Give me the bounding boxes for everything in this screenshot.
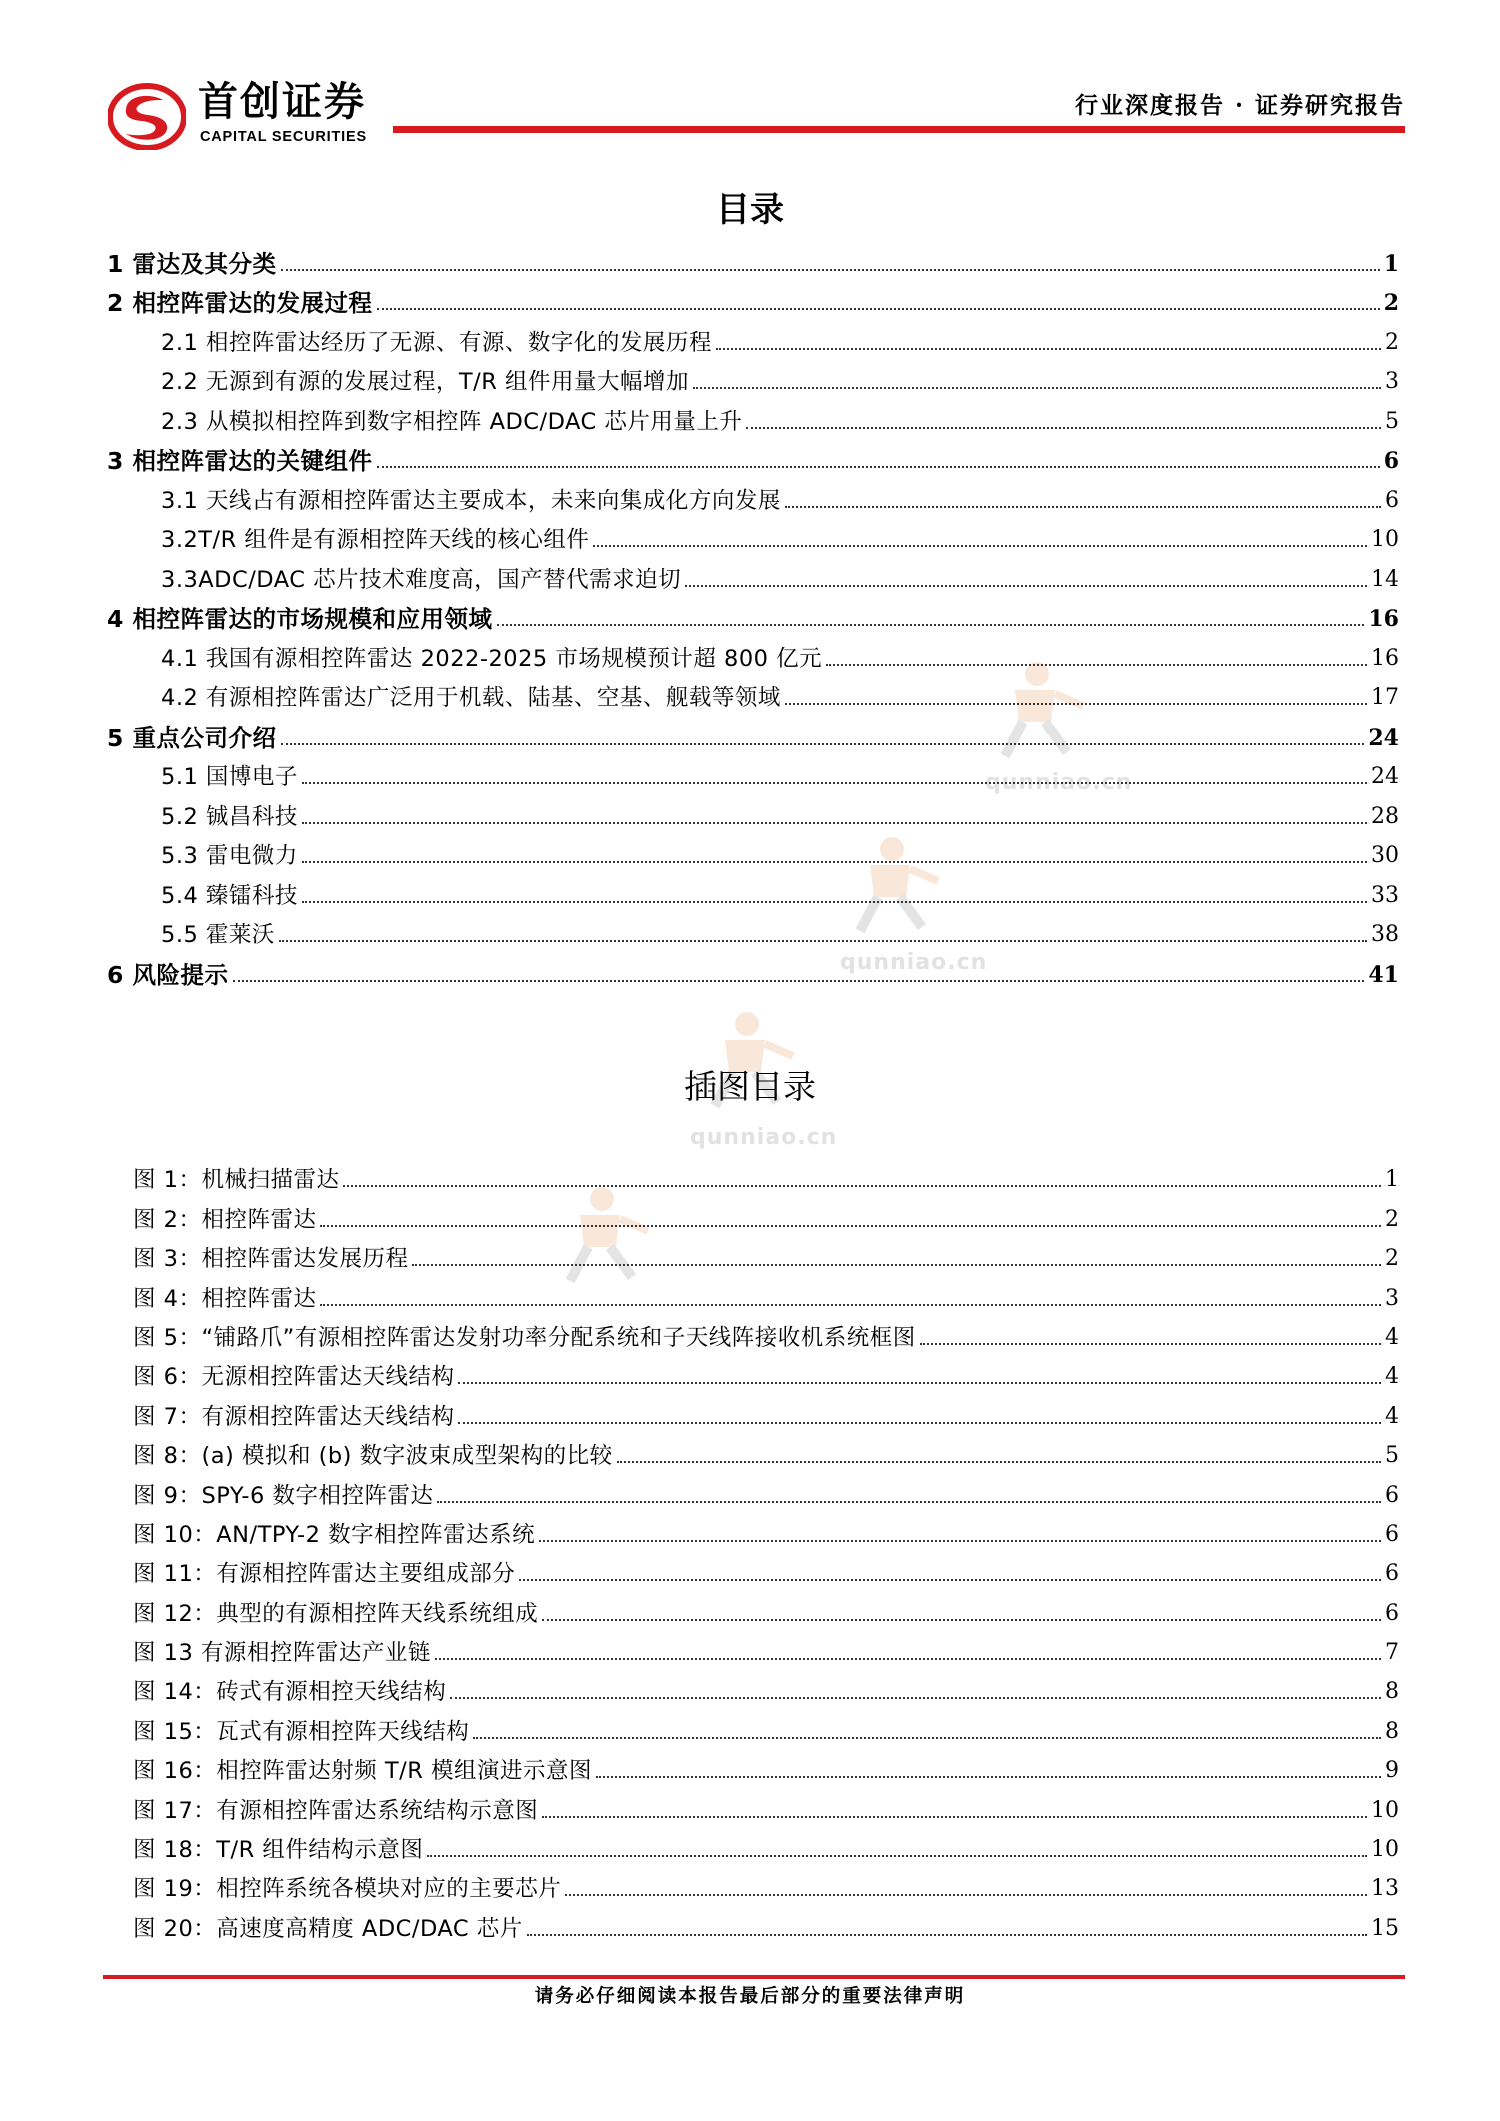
dot-leader	[539, 1540, 1381, 1542]
toc-entry-page: 24	[1368, 724, 1399, 751]
toc-entry-page: 33	[1371, 882, 1399, 908]
toc-entry[interactable]	[107, 870, 1399, 910]
toc-entry-label: 3.1 天线占有源相控阵雷达主要成本，未来向集成化方向发展	[161, 487, 781, 514]
toc-entry-label: 5.1 国博电子	[161, 764, 298, 790]
figure-entry-label: 图 14：砖式有源相控天线结构	[133, 1679, 447, 1706]
figure-entry-label: 图 10：AN/TPY-2 数字相控阵雷达系统	[133, 1521, 536, 1548]
toc-entry-label: 5.5 霍莱沃	[161, 922, 275, 948]
toc-entry-page: 1	[1383, 250, 1399, 277]
toc-entry[interactable]	[107, 910, 1399, 950]
figure-entry-page: 3	[1385, 1285, 1399, 1311]
dot-leader	[596, 1776, 1381, 1778]
figure-entry[interactable]	[133, 1825, 1399, 1864]
figure-entry-label: 图 6：无源相控阵雷达天线结构	[133, 1364, 455, 1391]
figure-entry[interactable]	[133, 1785, 1399, 1824]
toc-entry-page: 24	[1371, 764, 1399, 789]
toc-entry-page: 30	[1371, 843, 1399, 868]
dot-leader	[542, 1816, 1367, 1818]
toc-entry[interactable]	[107, 554, 1399, 594]
toc-entry[interactable]	[107, 357, 1399, 397]
figure-entry-label: 图 11：有源相控阵雷达主要组成部分	[133, 1561, 516, 1588]
figure-entry-page: 10	[1371, 1797, 1399, 1823]
toc-entry-label: 3 相控阵雷达的关键组件	[107, 447, 373, 475]
figure-entry-page: 8	[1385, 1718, 1399, 1744]
dot-leader	[473, 1737, 1381, 1739]
dot-leader	[437, 1501, 1381, 1503]
figure-entry[interactable]	[133, 1155, 1399, 1194]
figure-entry-page: 1	[1385, 1167, 1399, 1193]
figure-entry[interactable]	[133, 1628, 1399, 1667]
figure-entry-page: 2	[1385, 1246, 1399, 1272]
toc-entry-page: 6	[1383, 448, 1399, 474]
toc-entry-label: 2.2 无源到有源的发展过程，T/R 组件用量大幅增加	[161, 369, 690, 395]
figure-entry-page: 6	[1385, 1600, 1399, 1626]
figure-entry[interactable]	[133, 1903, 1399, 1942]
figure-entry-label: 图 17：有源相控阵雷达系统结构示意图	[133, 1797, 539, 1824]
toc-entry-page: 41	[1368, 961, 1399, 988]
dot-leader	[617, 1461, 1381, 1463]
figure-entry-page: 5	[1385, 1443, 1399, 1469]
toc-entry-page: 28	[1371, 803, 1399, 829]
toc-entry-label: 4.1 我国有源相控阵雷达 2022-2025 市场规模预计超 800 亿元	[161, 645, 823, 672]
toc-entry-page: 17	[1371, 685, 1399, 710]
figure-entry-label: 图 8：(a) 模拟和 (b) 数字波束成型架构的比较	[133, 1443, 613, 1470]
figure-entry-label: 图 7：有源相控阵雷达天线结构	[133, 1403, 455, 1430]
dot-leader	[685, 585, 1367, 587]
dot-leader	[281, 743, 1365, 745]
toc-entry-label: 5.3 雷电微力	[161, 843, 298, 869]
toc-entry-label: 4 相控阵雷达的市场规模和应用领域	[107, 605, 493, 633]
figure-entry[interactable]	[133, 1391, 1399, 1430]
dot-leader	[450, 1697, 1381, 1699]
footer-divider	[103, 1975, 1405, 1979]
figure-entry-page: 10	[1371, 1837, 1399, 1863]
figure-entry-page: 2	[1385, 1206, 1399, 1232]
toc-entry-page: 3	[1385, 369, 1399, 394]
figure-entry[interactable]	[133, 1510, 1399, 1549]
toc-entry[interactable]	[107, 752, 1399, 792]
dot-leader	[435, 1658, 1381, 1660]
figure-entry-page: 15	[1371, 1915, 1399, 1941]
dot-leader	[785, 506, 1381, 508]
figure-entry-page: 6	[1385, 1561, 1399, 1587]
report-type: 行业深度报告 · 证券研究报告	[1074, 92, 1405, 119]
toc-entry-label: 5 重点公司介绍	[107, 723, 277, 752]
figure-entry[interactable]	[133, 1431, 1399, 1470]
page-header	[100, 70, 1405, 150]
figure-entry-label: 图 16：相控阵雷达射频 T/R 模组演进示意图	[133, 1758, 593, 1785]
toc-entry-label: 1 雷达及其分类	[107, 249, 277, 278]
figure-entry-page: 7	[1385, 1640, 1399, 1666]
toc-entry[interactable]	[107, 278, 1399, 318]
figure-entry-page: 9	[1385, 1758, 1399, 1784]
figure-entry[interactable]	[133, 1667, 1399, 1706]
toc-entry-label: 3.2T/R 组件是有源相控阵天线的核心组件	[161, 527, 590, 553]
toc-entry-label: 2.3 从模拟相控阵到数字相控阵 ADC/DAC 芯片用量上升	[161, 408, 743, 435]
figure-list	[133, 1155, 1399, 1943]
figure-entry-label: 图 4：相控阵雷达	[133, 1285, 317, 1312]
dot-leader	[302, 901, 1367, 903]
toc-entry-page: 6	[1385, 487, 1399, 513]
watermark-text: qunniao.cn	[690, 1125, 838, 1150]
figure-entry-label: 图 3：相控阵雷达发展历程	[133, 1246, 409, 1273]
toc-entry[interactable]	[107, 396, 1399, 436]
figure-entry-label: 图 1：机械扫描雷达	[133, 1167, 340, 1194]
dot-leader	[302, 861, 1367, 863]
dot-leader	[377, 308, 1380, 310]
dot-leader	[302, 822, 1367, 824]
figure-entry-label: 图 2：相控阵雷达	[133, 1206, 317, 1233]
figure-entry-label: 图 13 有源相控阵雷达产业链	[133, 1640, 431, 1667]
figure-entry-label: 图 19：相控阵系统各模块对应的主要芯片	[133, 1876, 562, 1903]
dot-leader	[565, 1894, 1367, 1896]
logo-chinese-name: 首创证券	[198, 79, 366, 125]
toc-entry[interactable]	[107, 712, 1399, 752]
toc-entry-page: 38	[1371, 922, 1399, 947]
figure-entry[interactable]	[133, 1549, 1399, 1588]
toc-entry[interactable]	[107, 673, 1399, 713]
figure-entry[interactable]	[133, 1273, 1399, 1312]
toc-entry[interactable]	[107, 238, 1399, 278]
dot-leader	[519, 1579, 1381, 1581]
figure-entry[interactable]	[133, 1864, 1399, 1903]
toc-entry[interactable]	[107, 515, 1399, 555]
figure-entry-page: 4	[1385, 1403, 1399, 1429]
dot-leader	[343, 1185, 1381, 1187]
dot-leader	[302, 782, 1367, 784]
figure-entry-page: 6	[1385, 1521, 1399, 1547]
figure-entry-page: 6	[1385, 1482, 1399, 1508]
toc-entry-page: 14	[1371, 566, 1399, 592]
dot-leader	[281, 269, 1380, 271]
figure-entry-label: 图 15：瓦式有源相控阵天线结构	[133, 1718, 470, 1745]
toc-entry-page: 16	[1371, 645, 1399, 671]
toc-entry[interactable]	[107, 831, 1399, 871]
figure-list-title: 插图目录	[684, 1067, 816, 1106]
figure-entry-page: 8	[1385, 1679, 1399, 1705]
toc-entry-label: 4.2 有源相控阵雷达广泛用于机载、陆基、空基、舰载等领域	[161, 685, 781, 711]
figure-entry[interactable]	[133, 1746, 1399, 1785]
figure-entry[interactable]	[133, 1352, 1399, 1391]
header-divider	[393, 126, 1405, 133]
figure-entry[interactable]	[133, 1194, 1399, 1233]
toc-entry-page: 10	[1371, 527, 1399, 552]
dot-leader	[233, 980, 1365, 982]
toc-entry-page: 16	[1368, 606, 1399, 632]
figure-entry-page: 4	[1385, 1324, 1399, 1350]
dot-leader	[458, 1382, 1381, 1384]
dot-leader	[785, 703, 1367, 705]
toc-entry[interactable]	[107, 317, 1399, 357]
toc-entry-label: 2 相控阵雷达的发展过程	[107, 289, 373, 317]
toc-entry-label: 2.1 相控阵雷达经历了无源、有源、数字化的发展历程	[161, 329, 712, 356]
figure-entry-page: 4	[1385, 1364, 1399, 1390]
dot-leader	[458, 1422, 1381, 1424]
dot-leader	[826, 664, 1367, 666]
toc-list	[107, 238, 1399, 989]
toc-entry-page: 2	[1385, 329, 1399, 355]
figure-entry-label: 图 20：高速度高精度 ADC/DAC 芯片	[133, 1915, 523, 1942]
watermark-text: qunniao.cn	[840, 950, 988, 975]
dot-leader	[320, 1304, 1381, 1306]
dot-leader	[377, 466, 1380, 468]
dot-leader	[427, 1855, 1367, 1857]
dot-leader	[920, 1343, 1381, 1345]
toc-entry-label: 5.4 臻镭科技	[161, 882, 298, 909]
toc-entry-label: 3.3ADC/DAC 芯片技术难度高，国产替代需求迫切	[161, 566, 682, 593]
figure-entry-page: 13	[1371, 1876, 1399, 1902]
toc-entry[interactable]	[107, 436, 1399, 476]
figure-entry-label: 图 12：典型的有源相控阵天线系统组成	[133, 1600, 539, 1627]
figure-entry[interactable]	[133, 1588, 1399, 1627]
logo-english-name: CAPITAL SECURITIES	[200, 129, 367, 145]
figure-entry-label: 图 5：“铺路爪”有源相控阵雷达发射功率分配系统和子天线阵接收机系统框图	[133, 1324, 916, 1351]
capital-securities-logo-icon	[108, 80, 186, 150]
toc-entry-label: 6 风险提示	[107, 960, 229, 989]
toc-entry-page: 2	[1383, 290, 1399, 316]
toc-entry-label: 5.2 铖昌科技	[161, 803, 298, 830]
figure-entry[interactable]	[133, 1706, 1399, 1745]
toc-entry[interactable]	[107, 949, 1399, 989]
dot-leader	[542, 1619, 1381, 1621]
dot-leader	[279, 940, 1367, 942]
figure-entry[interactable]	[133, 1234, 1399, 1273]
dot-leader	[693, 387, 1381, 389]
dot-leader	[320, 1225, 1381, 1227]
figure-entry[interactable]	[133, 1313, 1399, 1352]
dot-leader	[593, 545, 1367, 547]
toc-entry[interactable]	[107, 791, 1399, 831]
dot-leader	[746, 427, 1381, 429]
dot-leader	[412, 1264, 1381, 1266]
footer-disclaimer: 请务必仔细阅读本报告最后部分的重要法律声明	[534, 1986, 966, 2007]
toc-entry[interactable]	[107, 475, 1399, 515]
watermark-text: qunniao.cn	[985, 770, 1133, 795]
dot-leader	[527, 1934, 1367, 1936]
figure-entry-label: 图 18：T/R 组件结构示意图	[133, 1837, 424, 1864]
toc-title: 目录	[716, 190, 784, 230]
toc-entry[interactable]	[107, 633, 1399, 673]
dot-leader	[497, 624, 1365, 626]
figure-entry[interactable]	[133, 1470, 1399, 1509]
toc-entry[interactable]	[107, 594, 1399, 634]
toc-entry-page: 5	[1385, 408, 1399, 434]
figure-entry-label: 图 9：SPY-6 数字相控阵雷达	[133, 1482, 434, 1509]
dot-leader	[716, 348, 1381, 350]
